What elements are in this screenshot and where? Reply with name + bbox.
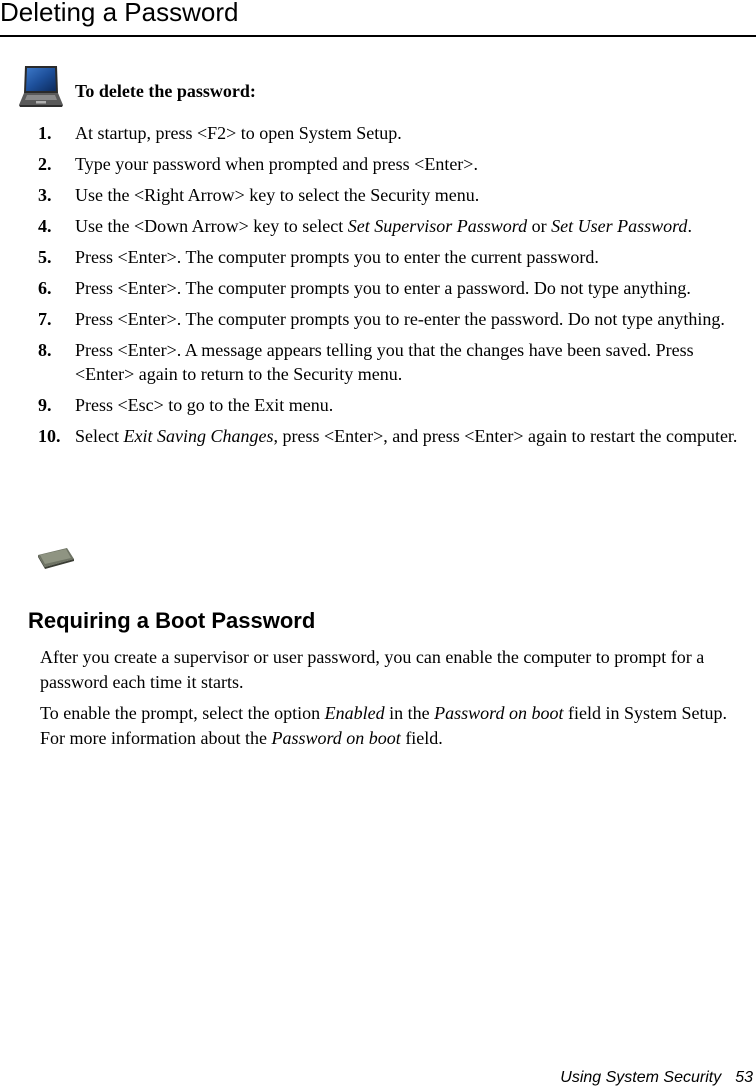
step-item — [0, 152, 756, 176]
footer-section-title: Using System Security — [560, 1069, 722, 1086]
step-text — [75, 247, 599, 267]
text-run: field in System Setup. For more information about the — [40, 703, 728, 748]
page-title: Deleting a Password — [0, 0, 239, 27]
emphasis-text: Exit Saving Changes — [123, 426, 274, 446]
step-number: 9. — [38, 395, 52, 415]
laptop-icon — [18, 63, 64, 109]
step-text — [75, 278, 691, 298]
step-number: 5. — [38, 247, 52, 267]
paragraph — [40, 701, 752, 751]
step-number: 10. — [38, 426, 61, 446]
page-footer — [560, 1068, 753, 1088]
text-run: Select — [75, 426, 124, 446]
step-item — [0, 276, 756, 300]
text-run: Press <Enter>. The computer prompts you to enter a password. Do not type anything. — [75, 278, 691, 298]
step-text — [75, 123, 402, 143]
step-item — [0, 121, 756, 145]
emphasis-text: Set User Password — [551, 216, 688, 236]
step-item — [0, 307, 756, 331]
text-run: . — [687, 216, 692, 236]
text-run: Press <Enter>. The computer prompts you to enter the current password. — [75, 247, 599, 267]
text-run: field. — [400, 728, 443, 748]
title-rule — [0, 35, 756, 37]
step-number: 6. — [38, 278, 52, 298]
step-number: 3. — [38, 185, 52, 205]
step-number: 8. — [38, 340, 52, 360]
emphasis-text: Password on boot — [434, 703, 564, 723]
emphasis-text: Enabled — [324, 703, 385, 723]
step-number: 4. — [38, 216, 52, 236]
text-run: in the — [384, 703, 435, 723]
procedure-heading: To delete the password: — [75, 81, 256, 101]
closed-laptop-icon — [37, 546, 75, 570]
step-text — [75, 154, 478, 174]
step-text — [75, 340, 694, 384]
text-run: Type your password when prompted and press <Enter>. — [75, 154, 478, 174]
text-run: To enable the prompt, select the option — [40, 703, 325, 723]
step-item — [0, 245, 756, 269]
text-run: or — [527, 216, 552, 236]
step-number: 7. — [38, 309, 52, 329]
steps-list — [0, 121, 756, 455]
page-number: 53 — [735, 1069, 753, 1086]
step-text — [75, 309, 725, 329]
step-text — [75, 185, 479, 205]
step-item — [0, 214, 756, 238]
step-text — [75, 216, 692, 236]
step-item — [0, 393, 756, 417]
step-item — [0, 338, 756, 386]
step-item — [0, 183, 756, 207]
step-text — [75, 395, 333, 415]
text-run: , press <Enter>, and press <Enter> again to restart the computer. — [273, 426, 738, 446]
emphasis-text: Password on boot — [271, 728, 401, 748]
text-run: Use the <Right Arrow> key to select the Security menu. — [75, 185, 480, 205]
text-run: Use the <Down Arrow> key to select — [75, 216, 348, 236]
text-run: Press <Enter>. A message appears telling you that the changes have been saved. Press <Enter> again to return to the Security menu. — [75, 340, 694, 384]
step-number: 2. — [38, 154, 52, 174]
text-run: Press <Esc> to go to the Exit menu. — [75, 395, 334, 415]
paragraph: After you create a supervisor or user password, you can enable the computer to prompt for a password each time it starts. — [40, 647, 705, 692]
text-run: Press <Enter>. The computer prompts you to re-enter the password. Do not type anything. — [75, 309, 725, 329]
step-text — [75, 426, 737, 446]
section-heading: Requiring a Boot Password — [28, 608, 316, 633]
text-run: At startup, press <F2> to open System Setup. — [75, 123, 402, 143]
step-item — [0, 424, 756, 448]
emphasis-text: Set Supervisor Password — [347, 216, 528, 236]
step-number: 1. — [38, 123, 52, 143]
